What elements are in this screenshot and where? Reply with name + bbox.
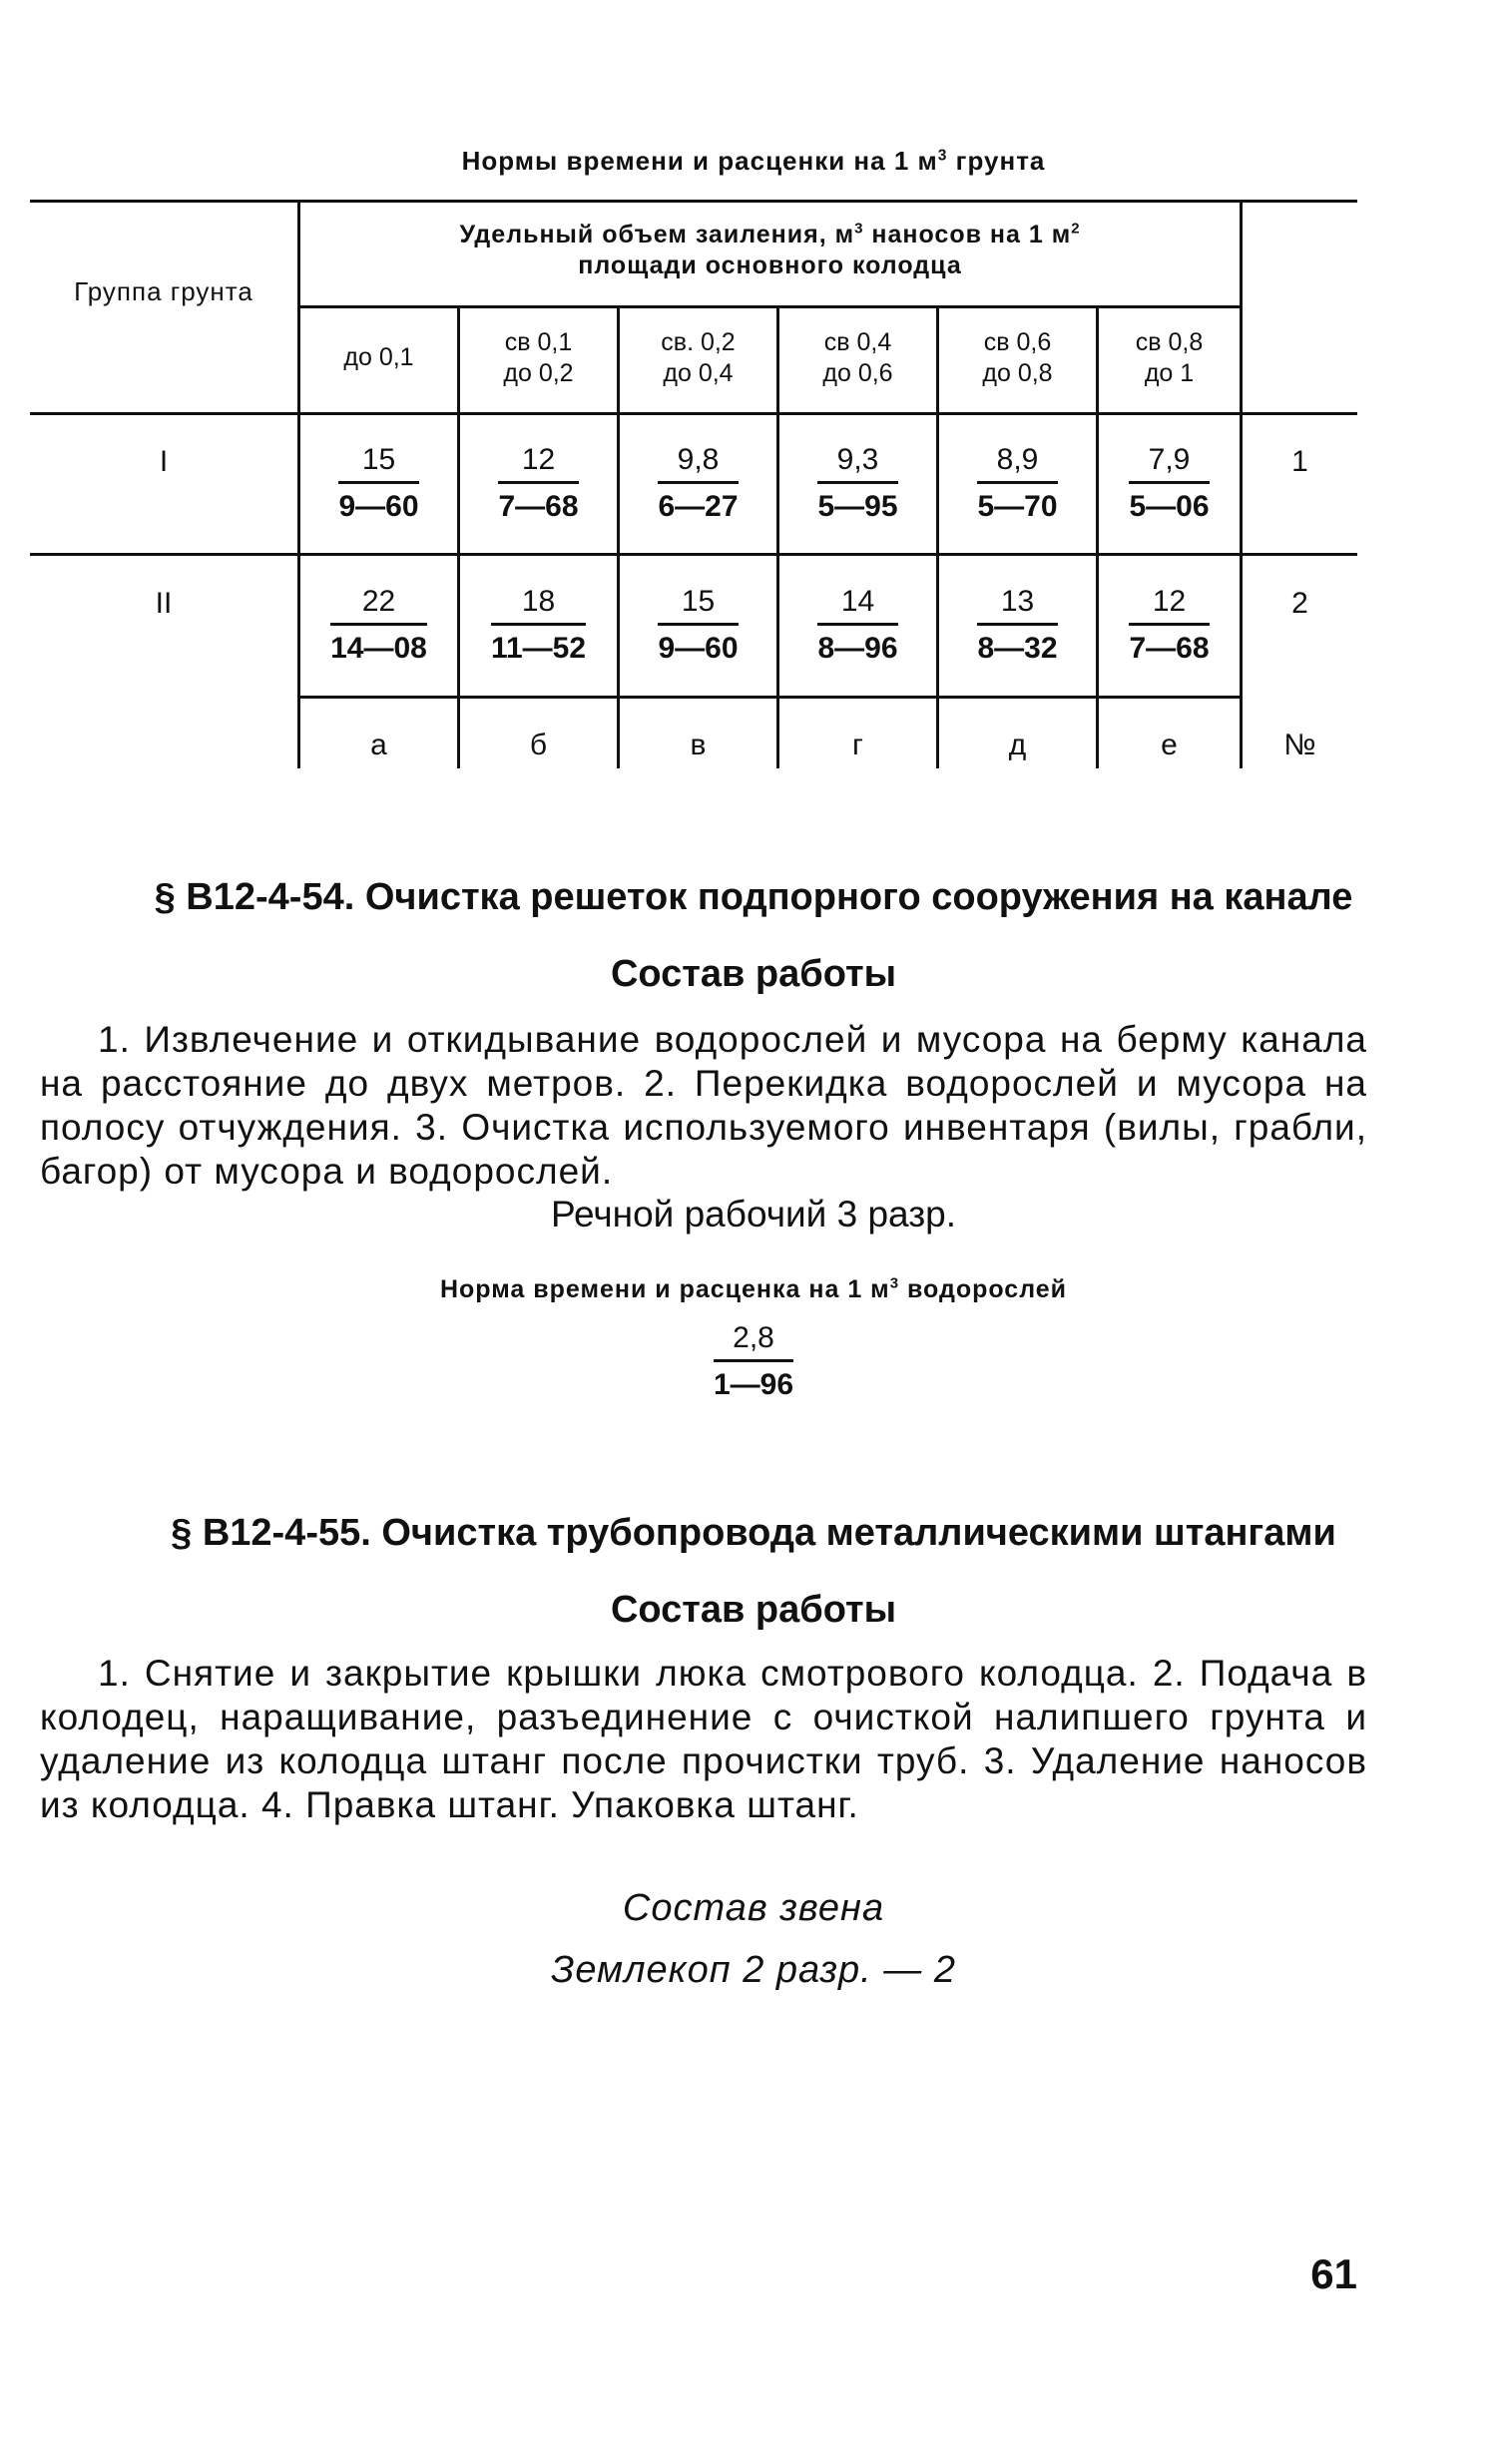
norm-fraction: $\frac{2,8}{1—96}$ bbox=[713, 1321, 794, 1401]
norms-table bbox=[30, 200, 1357, 768]
table-cell: $\frac{7,9}{5—06}$ bbox=[1129, 443, 1210, 523]
crew-title: Состав звена bbox=[622, 1887, 885, 1929]
number-sign: № bbox=[1283, 729, 1316, 761]
table-cell: $\frac{12}{7—68}$ bbox=[1129, 585, 1210, 665]
row-number: 2 bbox=[1291, 587, 1308, 620]
table-cell: $\frac{13}{8—32}$ bbox=[977, 585, 1058, 665]
volume-header: Удельный объем заиления, $м^3$ наносов на 1 $м^2$ площади основного колодца bbox=[459, 220, 1081, 279]
column-header: св 0,4 до 0,6 bbox=[822, 328, 893, 387]
page-number: 61 bbox=[1310, 2250, 1357, 2297]
column-header: св 0,1 до 0,2 bbox=[503, 328, 574, 387]
column-letter: е bbox=[1161, 729, 1178, 761]
column-letter: д bbox=[1008, 729, 1027, 761]
norm-caption: Норма времени и расценка на 1 $м^3$ водорослей bbox=[439, 1274, 1068, 1303]
column-letter: в bbox=[690, 729, 707, 761]
table-cell: $\frac{15}{9—60}$ bbox=[658, 585, 739, 665]
section-heading: § В12-4-55. Очистка трубопровода металлическими штангами bbox=[171, 1512, 1336, 1554]
column-letter: а bbox=[370, 729, 387, 761]
column-header: до 0,1 bbox=[343, 343, 414, 371]
section-subheading: Состав работы bbox=[610, 953, 897, 995]
table-cell: $\frac{14}{8—96}$ bbox=[817, 585, 898, 665]
section-body: 1. Извлечение и откидывание водорослей и мусора на берму канала на расстояние до двух метров. 2. Перекидка водорослей и мусора на полосу отчуждения. 3. Очистка используемого инвентаря (вилы, грабли, багор) от мусора и водорослей. bbox=[40, 1019, 1367, 1192]
column-letter: б bbox=[529, 729, 548, 761]
section-heading: § В12-4-54. Очистка решеток подпорного сооружения на канале bbox=[154, 876, 1353, 918]
table-caption: Нормы времени и расценки на 1 $м^3$ грунта bbox=[461, 146, 1046, 176]
table-cell: $\frac{8,9}{5—70}$ bbox=[977, 443, 1058, 523]
table-cell: $\frac{15}{9—60}$ bbox=[338, 443, 419, 523]
row-number: 1 bbox=[1291, 445, 1308, 478]
column-letter: г bbox=[852, 729, 863, 761]
worker-line: Речной рабочий 3 разр. bbox=[550, 1194, 957, 1234]
table-cell: $\frac{18}{11—52}$ bbox=[490, 585, 587, 665]
section-subheading: Состав работы bbox=[610, 1589, 897, 1631]
crew-member: Землекоп 2 разр. — 2 bbox=[551, 1949, 956, 1991]
section-body: 1. Снятие и закрытие крышки люка смотрового колодца. 2. Подача в колодец, наращивание, разъединение с очисткой налипшего грунта и удаление из колодца штанг после прочистки труб. 3. Удаление наносов из колодца. 4. Правка штанг. Упаковка штанг. bbox=[40, 1653, 1367, 1825]
table-cell: $\frac{9,8}{6—27}$ bbox=[658, 443, 739, 523]
table-cell: $\frac{9,3}{5—95}$ bbox=[817, 443, 898, 523]
table-cell: $\frac{22}{14—08}$ bbox=[330, 585, 427, 665]
column-header: св 0,8 до 1 bbox=[1135, 328, 1204, 387]
group-header: Группа грунта bbox=[74, 276, 253, 306]
row-group-label: II bbox=[155, 587, 173, 620]
row-group-label: I bbox=[159, 445, 169, 478]
table-cell: $\frac{12}{7—68}$ bbox=[498, 443, 579, 523]
column-header: св. 0,2 до 0,4 bbox=[661, 328, 736, 387]
column-header: св 0,6 до 0,8 bbox=[982, 328, 1053, 387]
